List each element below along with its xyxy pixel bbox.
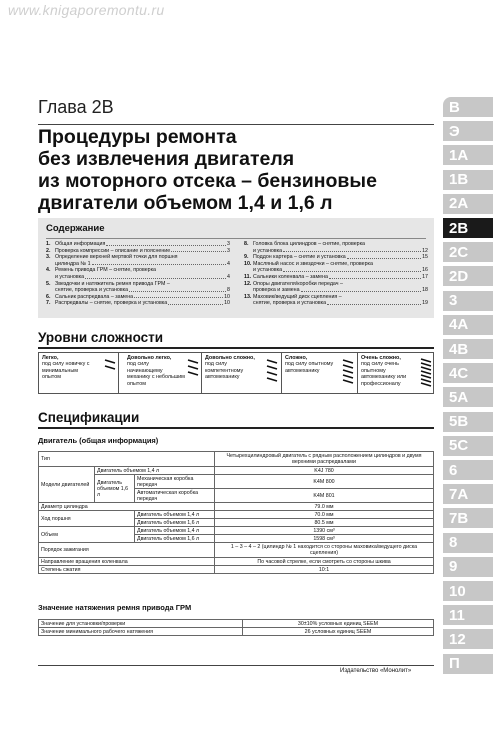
chapter-tab-2А[interactable]: 2А: [443, 194, 493, 214]
chapter-tab-11[interactable]: 11: [443, 605, 493, 625]
contents-page-number: 10: [224, 293, 230, 300]
table-row: Двигатель объемом 1,6 л Механическая коробка передач K4M 800: [39, 475, 434, 489]
chapter-tab-6[interactable]: 6: [443, 460, 493, 480]
contents-item: 10. Масляный насос и звездочки – снятие, проверка и установка 16: [244, 260, 428, 274]
chapter-tab-7А[interactable]: 7А: [443, 484, 493, 504]
contents-page-number: 17: [422, 273, 428, 280]
contents-page-number: 15: [422, 254, 428, 261]
table-row: Автоматическая коробка передач K4M 801: [39, 489, 434, 503]
contents-column-left: [46, 241, 230, 307]
contents-item: 4. Ремень привода ГРМ – снятие, проверка и установка 4: [46, 267, 230, 280]
table-row: Порядок зажигания 1 – 3 – 4 – 2 (цилиндр № 1 находится со стороны маховика/ведущего диска сцепления): [39, 543, 434, 558]
title-line: без извлечения двигателя: [38, 148, 295, 170]
spring-icon: [341, 356, 355, 390]
chapter-tab-П[interactable]: П: [443, 654, 493, 674]
spring-icon: [103, 356, 117, 390]
difficulty-level-2: Довольно легко, под силу начинающему механику с небольшим опытом: [127, 355, 185, 387]
contents-heading: Содержание: [46, 223, 105, 234]
contents-item: 6. Сальник распредвала – замена 10: [46, 293, 230, 300]
contents-page-number: 4: [227, 260, 230, 267]
difficulty-level-4: Сложно, под силу опытному автомеханику: [285, 355, 334, 374]
contents-page-number: 8: [227, 287, 230, 294]
difficulty-level-3: Довольно сложно, под силу компетентному автомеханику: [205, 355, 255, 381]
chapter-tab-10[interactable]: 10: [443, 581, 493, 601]
contents-item: 3. Определение верхней мертвой точки для поршня цилиндра № 1 4: [46, 254, 230, 267]
chapter-tab-12[interactable]: 12: [443, 629, 493, 649]
specs-heading: Спецификации: [38, 410, 140, 425]
contents-column-right: [244, 241, 428, 307]
contents-page-number: 19: [422, 300, 428, 307]
contents-item: 2. Проверка компрессии – описание и пояснение 3: [46, 247, 230, 254]
chapter-tab-1А[interactable]: 1А: [443, 145, 493, 165]
watermark: www.knigaporemontu.ru: [8, 2, 165, 18]
table-row: Тип Четырехцилиндровый двигатель с рядным расположением цилиндров и двумя верхними распредвалами: [39, 452, 434, 467]
contents-page-number: 16: [422, 267, 428, 274]
difficulty-rule: [38, 347, 434, 349]
chapter-tab-В[interactable]: В: [443, 97, 493, 117]
chapter-tab-8[interactable]: 8: [443, 533, 493, 553]
chapter-tab-3[interactable]: 3: [443, 291, 493, 311]
belt-heading: Значение натяжения ремня привода ГРМ: [38, 603, 192, 612]
chapter-tab-7В[interactable]: 7В: [443, 508, 493, 528]
chapter-tab-4В[interactable]: 4В: [443, 339, 493, 359]
title-line: из моторного отсека – бензиновые: [38, 170, 377, 192]
chapter-tab-5А[interactable]: 5А: [443, 387, 493, 407]
table-row: Степень сжатия 10:1: [39, 566, 434, 574]
contents-item: 12. Опоры двигателя/коробки передач – проверка и замена 18: [244, 280, 428, 294]
engine-spec-table: [38, 451, 434, 574]
contents-page-number: 3: [227, 247, 230, 254]
difficulty-level-1: Легко, под силу новичку с минимальным опытом: [42, 355, 90, 381]
chapter-tab-2С[interactable]: 2С: [443, 242, 493, 262]
difficulty-level-5: Очень сложно, под силу очень опытному автомеханику или профессионалу: [361, 355, 407, 387]
table-row: Объем Двигатель объемом 1,4 л 1390 см³: [39, 527, 434, 535]
table-row: Модели двигателей Двигатель объемом 1,4 л K4J 780: [39, 467, 434, 475]
specs-rule: [38, 427, 434, 429]
footer-rule: [38, 665, 434, 666]
spring-icon: [419, 356, 433, 390]
contents-page-number: 18: [422, 287, 428, 294]
chapter-tab-5В[interactable]: 5В: [443, 412, 493, 432]
chapter-label: Глава 2В: [38, 97, 114, 117]
chapter-tab-1В[interactable]: 1В: [443, 170, 493, 190]
table-row: Диаметр цилиндра 79.0 мм: [39, 503, 434, 511]
difficulty-scale: [38, 352, 434, 394]
table-row: Двигатель объемом 1,6 л 1598 см³: [39, 535, 434, 543]
contents-item: 1. Общая информация 3: [46, 241, 230, 247]
chapter-rule: [38, 124, 434, 125]
contents-rule: [46, 238, 426, 239]
contents-item: 13. Маховик/ведущий диск сцепления – снятие, проверка и установка 19: [244, 293, 428, 307]
contents-box: [38, 218, 434, 318]
chapter-tab-9[interactable]: 9: [443, 557, 493, 577]
chapter-tab-4С[interactable]: 4С: [443, 363, 493, 383]
difficulty-heading: Уровни сложности: [38, 330, 164, 345]
spring-icon: [186, 356, 200, 390]
table-row: Значение минимального рабочего натяжения 26 условных единиц SEEM: [39, 628, 434, 636]
chapter-tab-Э[interactable]: Э: [443, 121, 493, 141]
table-row: Двигатель объемом 1,6 л 80.5 мм: [39, 519, 434, 527]
table-row: Ход поршня Двигатель объемом 1,4 л 70.0 мм: [39, 511, 434, 519]
belt-tension-table: [38, 619, 434, 636]
publisher-footer: Издательство «Монолит»: [340, 668, 412, 674]
title-line: Процедуры ремонта: [38, 126, 237, 148]
contents-page-number: 4: [227, 273, 230, 280]
engine-heading: Двигатель (общая информация): [38, 436, 159, 445]
spring-icon: [265, 356, 279, 390]
contents-page-number: 10: [224, 300, 230, 307]
contents-page-number: 12: [422, 247, 428, 254]
contents-item: 7. Распредвалы – снятие, проверка и установка 10: [46, 300, 230, 307]
contents-item: 9. Поддон картера – снятие и установка 15: [244, 254, 428, 261]
contents-page-number: 3: [227, 241, 230, 247]
page-title: [38, 126, 438, 214]
chapter-tab-4А[interactable]: 4А: [443, 315, 493, 335]
chapter-tab-2В[interactable]: 2В: [443, 218, 493, 238]
contents-item: 5. Звездочки и натяжитель ремня привода ГРМ – снятие, проверка и установка 8: [46, 280, 230, 294]
contents-item: 8. Головка блока цилиндров – снятие, проверка и установка 12: [244, 241, 428, 254]
contents-item: 11. Сальники коленвала – замена 17: [244, 273, 428, 280]
chapter-tab-5С[interactable]: 5С: [443, 436, 493, 456]
title-line: двигатели объемом 1,4 и 1,6 л: [38, 192, 333, 214]
chapter-tab-2D[interactable]: 2D: [443, 266, 493, 286]
table-row: Значение для установки/проверки 30±10% условных единиц SEEM: [39, 620, 434, 628]
table-row: Направление вращения коленвала По часовой стрелке, если смотреть со стороны шкива: [39, 558, 434, 566]
